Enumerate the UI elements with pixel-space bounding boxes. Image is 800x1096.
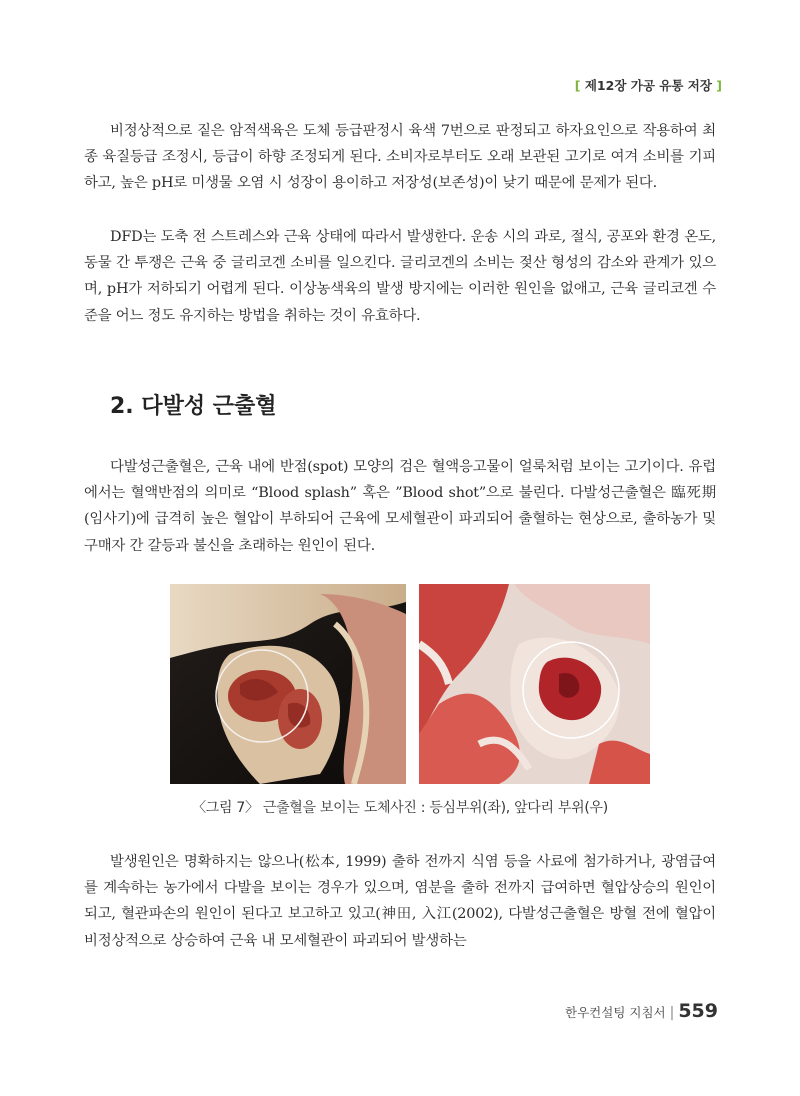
- body-paragraph-2: DFD는 도축 전 스트레스와 근육 상태에 따라서 발생한다. 운송 시의 과로, 절식, 공포와 환경 온도, 동물 간 투쟁은 근육 중 글리코겐 소비를 일으킨다. 글리코겐의 소비는 젖산 형성의 감소와 관계가 있으며, pH가 저하되기 어렵게 된다. 이상농색육의 발생 방지에는 이러한 원인을 없애고, 근육 글리코겐 수준을 어느 정도 유지하는 방법을 취하는 것이 유효하다.: [84, 229, 716, 324]
- footer-separator: |: [669, 1005, 675, 1021]
- figure-caption: 〈그림 7〉 근출혈을 보이는 도체사진 : 등심부위(좌), 앞다리 부위(우): [192, 800, 608, 816]
- book-title: 한우컨설팅 지침서: [565, 1005, 666, 1020]
- page-number: 559: [678, 1000, 718, 1022]
- body-paragraph-4: 발생원인은 명확하지는 않으나(松本, 1999) 출하 전까지 식염 등을 사료에 첨가하거나, 광염급여를 계속하는 농가에서 다발을 보이는 경우가 있으며, 염분을 출하 전까지 급여하면 혈압상승의 원인이 되고, 혈관파손의 원인이 된다고 보고하고 있고(神田, 入江(2002), 다발성근출혈은 방혈 전에 혈압이 비정상적으로 상승하여 근육 내 모세혈관이 파괴되어 발생하는: [84, 854, 716, 949]
- photo-shoulder-carcass: [419, 584, 650, 784]
- section-heading: 2. 다발성 근출혈: [110, 394, 277, 419]
- chapter-header: [575, 76, 722, 94]
- header-bracket-right: ]: [716, 78, 722, 93]
- body-paragraph-3: 다발성근출혈은, 근육 내에 반점(spot) 모양의 검은 혈액응고물이 얼룩처럼 보이는 고기이다. 유럽에서는 혈액반점의 의미로 “Blood splash” 혹은 ”Blood shot”으로 불린다. 다발성근출혈은 臨死期(임사기)에 급격히 높은 혈압이 부하되어 근육에 모세혈관이 파괴되어 출혈하는 현상으로, 출하농가 및 구매자 간 갈등과 불신을 초래하는 원인이 된다.: [84, 459, 716, 554]
- chapter-title: 제12장 가공 유통 저장: [584, 78, 712, 93]
- body-paragraph-1: 비정상적으로 짙은 암적색육은 도체 등급판정시 육색 7번으로 판정되고 하자요인으로 작용하여 최종 육질등급 조정시, 등급이 하향 조정되게 된다. 소비자로부터도 오래 보관된 고기로 여겨 소비를 기피하고, 높은 pH로 미생물 오염 시 성장이 용이하고 저장성(보존성)이 낮기 때문에 문제가 된다.: [84, 123, 716, 192]
- photo-loin-carcass: [170, 584, 406, 784]
- page-footer: [565, 1000, 718, 1022]
- header-bracket-left: [: [574, 78, 581, 93]
